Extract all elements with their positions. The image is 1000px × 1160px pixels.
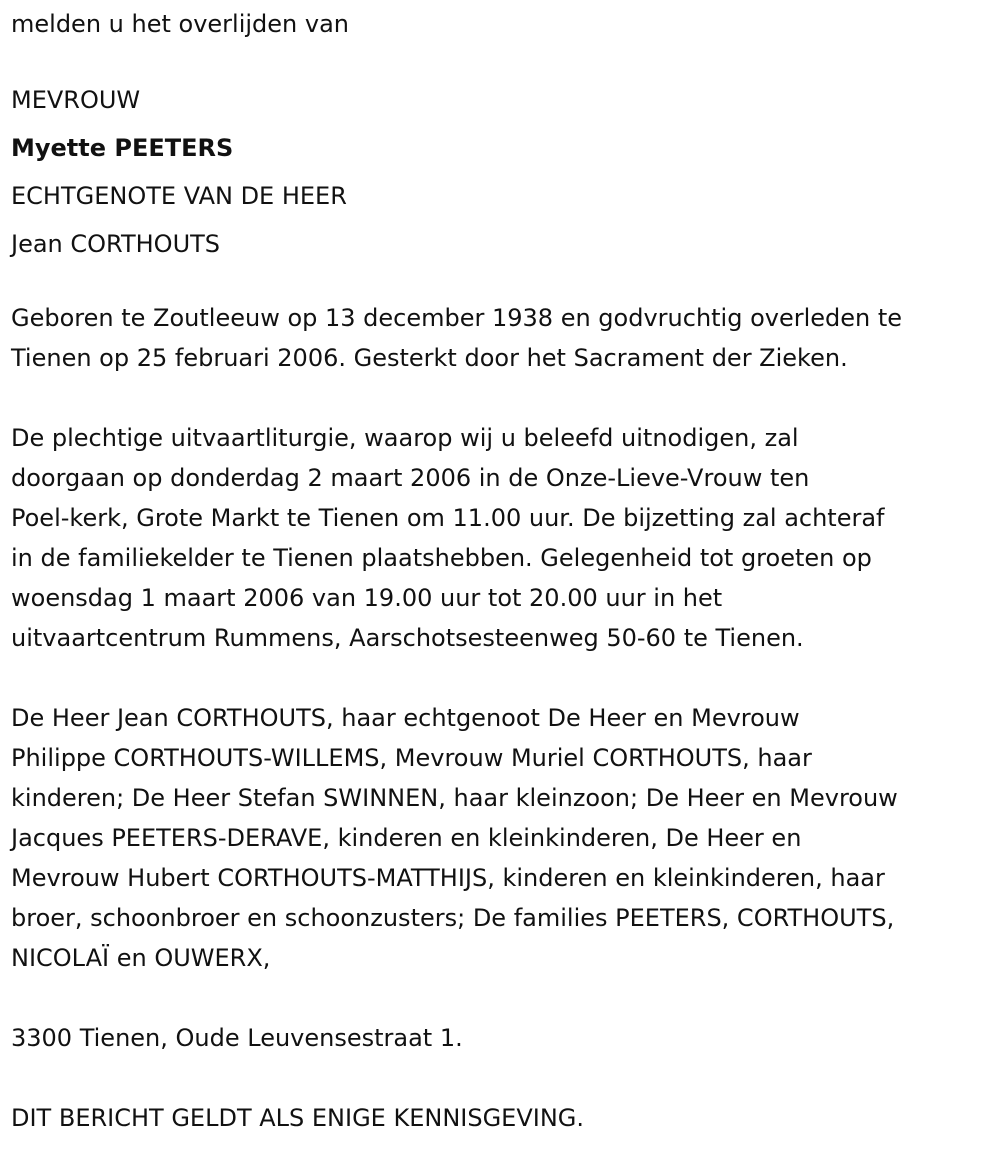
paragraph-line: Poel-kerk, Grote Markt te Tienen om 11.00 uur. De bijzetting zal achteraf [11,504,885,532]
paragraph-line: doorgaan op donderdag 2 maart 2006 in de Onze-Lieve-Vrouw ten [11,464,810,492]
paragraph-line: Tienen op 25 februari 2006. Gesterkt door het Sacrament der Zieken. [11,344,848,372]
birth-death-paragraph [11,298,996,378]
paragraph-line: woensdag 1 maart 2006 van 19.00 uur tot 20.00 uur in het [11,584,723,612]
intro-text: melden u het overlijden van [11,10,349,38]
paragraph-line: in de familiekelder te Tienen plaatshebben. Gelegenheid tot groeten op [11,544,872,572]
address-line: 3300 Tienen, Oude Leuvensestraat 1. [11,1024,463,1052]
paragraph-line: Mevrouw Hubert CORTHOUTS-MATTHIJS, kinderen en kleinkinderen, haar [11,864,885,892]
notice-line: DIT BERICHT GELDT ALS ENIGE KENNISGEVING. [11,1104,585,1132]
title-line: MEVROUW [11,86,141,114]
paragraph-line: De plechtige uitvaartliturgie, waarop wij u beleefd uitnodigen, zal [11,424,799,452]
spouse-name: Jean CORTHOUTS [11,230,221,258]
ceremony-paragraph [11,418,996,658]
paragraph-line: Philippe CORTHOUTS-WILLEMS, Mevrouw Muriel CORTHOUTS, haar [11,744,812,772]
paragraph-line: Geboren te Zoutleeuw op 13 december 1938 en godvruchtig overleden te [11,304,903,332]
paragraph-line: NICOLAÏ en OUWERX, [11,944,271,972]
paragraph-line: Jacques PEETERS-DERAVE, kinderen en kleinkinderen, De Heer en [11,824,802,852]
obituary-notice [11,0,996,1138]
relation-line: ECHTGENOTE VAN DE HEER [11,182,347,210]
paragraph-line: uitvaartcentrum Rummens, Aarschotsesteenweg 50-60 te Tienen. [11,624,804,652]
paragraph-line: kinderen; De Heer Stefan SWINNEN, haar kleinzoon; De Heer en Mevrouw [11,784,898,812]
deceased-name: Myette PEETERS [11,134,234,162]
family-paragraph [11,698,996,978]
paragraph-line: De Heer Jean CORTHOUTS, haar echtgenoot De Heer en Mevrouw [11,704,800,732]
paragraph-line: broer, schoonbroer en schoonzusters; De families PEETERS, CORTHOUTS, [11,904,895,932]
